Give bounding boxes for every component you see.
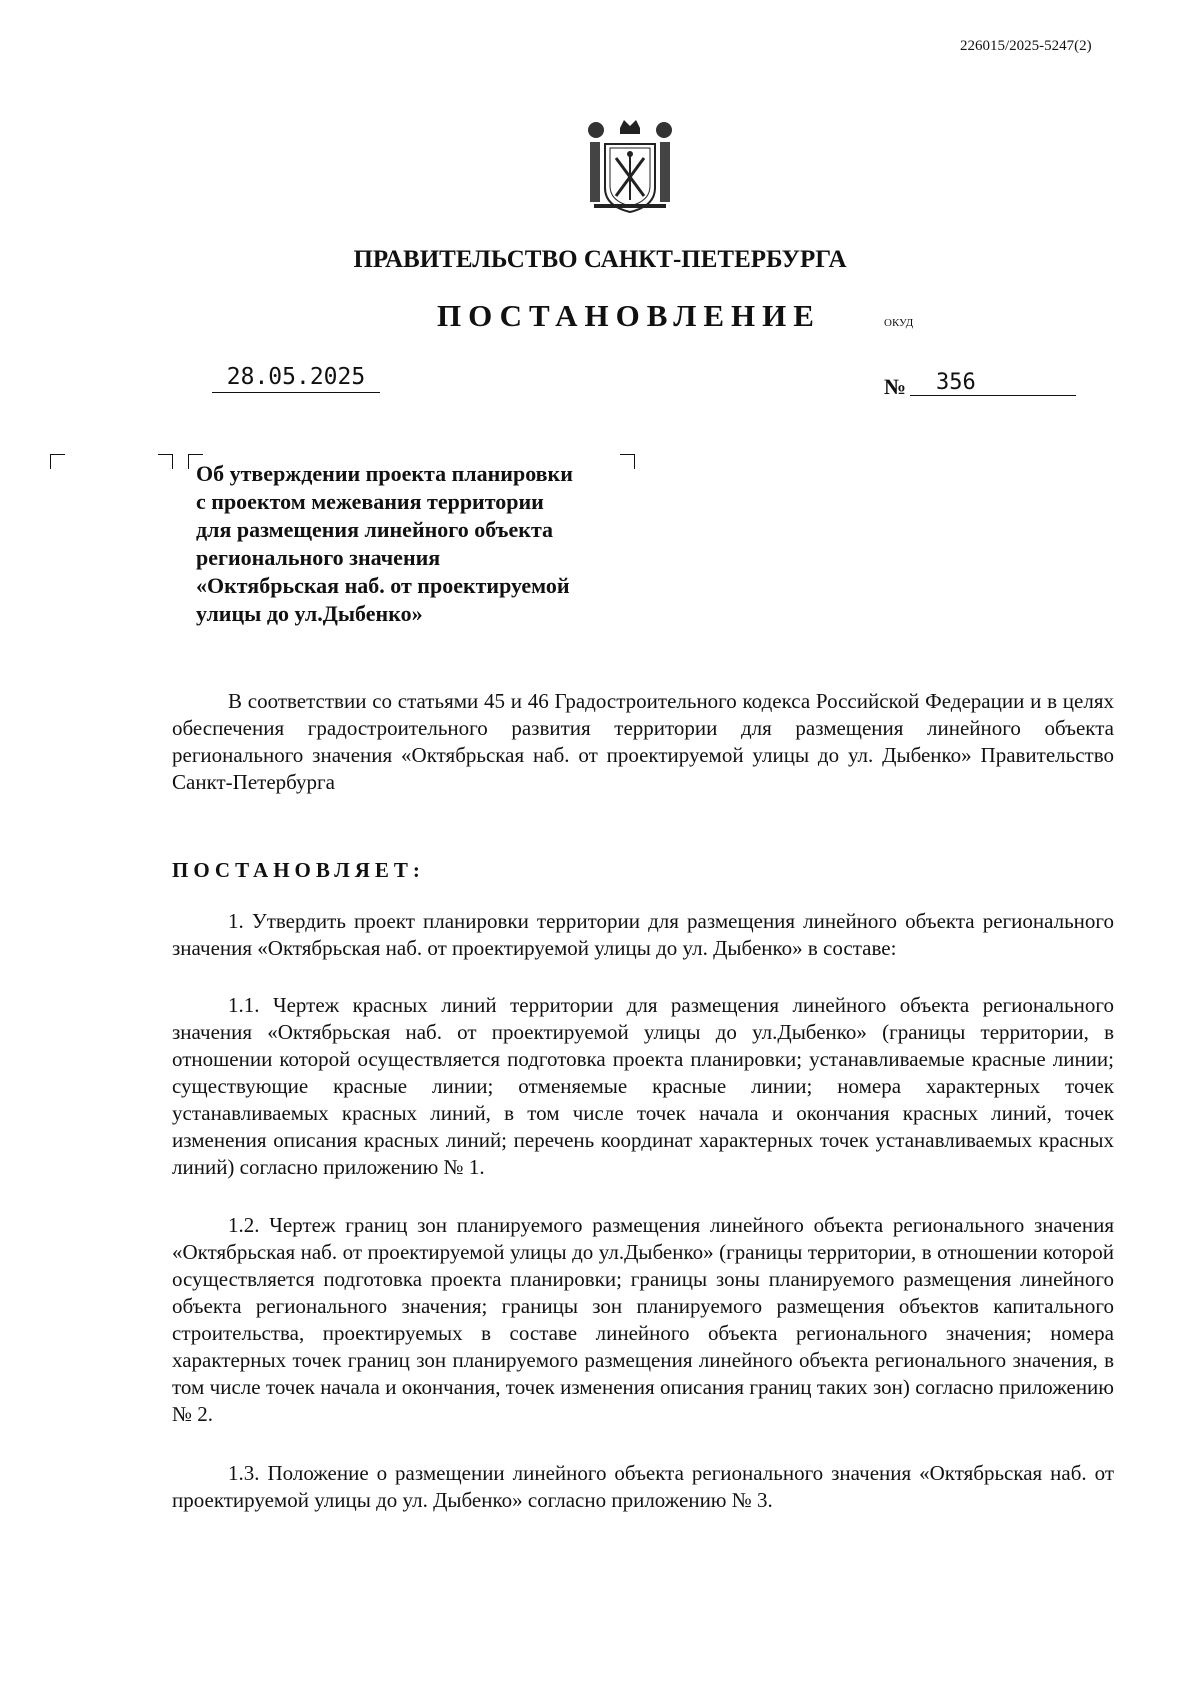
subject-line: «Октябрьская наб. от проектируемой xyxy=(196,573,570,598)
government-name: ПРАВИТЕЛЬСТВО САНКТ-ПЕТЕРБУРГА xyxy=(353,246,847,273)
document-number: 356 xyxy=(910,370,1076,396)
saint-petersburg-coat-of-arms-icon xyxy=(580,118,680,218)
corner-mark xyxy=(158,454,173,469)
corner-mark xyxy=(50,454,65,469)
subject-line: для размещения линейного объекта xyxy=(196,517,554,542)
resolves-heading: ПОСТАНОВЛЯЕТ: xyxy=(172,858,425,882)
okud-label: ОКУД xyxy=(884,317,914,329)
registration-number: 226015/2025-5247(2) xyxy=(960,38,1092,54)
subject-line: с проектом межевания территории xyxy=(196,489,544,514)
paragraph-1-1: 1.1. Чертеж красных линий территории для размещения линейного объекта регионального значения «Октябрьская наб. от проектируемой улицы до ул.Дыбенко» (границы территории, в отношении которой осуществляется подготовка проекта планировки; устанавливаемые красные линии; существующие красные линии; отменяемые красные линии; номера характерных точек устанавливаемых красных линий, в том числе точек начала и окончания красных линий, точек изменения описания красных линий; перечень координат характерных точек устанавливаемых красных линий) согласно приложению № 1. xyxy=(172,993,1114,1179)
subject-line: регионального значения xyxy=(196,545,441,570)
subject-line: Об утверждении проекта планировки xyxy=(196,461,573,486)
paragraph-1-3: 1.3. Положение о размещении линейного объекта регионального значения «Октябрьская наб. от проектируемой улицы до ул. Дыбенко» согласно приложению № 3. xyxy=(172,1461,1114,1512)
document-subject xyxy=(196,460,636,628)
intro-paragraph: В соответствии со статьями 45 и 46 Градостроительного кодекса Российской Федерации и в целях обеспечения градостроительного развития территории для размещения линейного объекта регионального значения «Октябрьская наб. от проектируемой улицы до ул. Дыбенко» Правительство Санкт-Петербурга xyxy=(172,689,1114,794)
paragraph-1: 1. Утвердить проект планировки территории для размещения линейного объекта регионального значения «Октябрьская наб. от проектируемой улицы до ул. Дыбенко» в составе: xyxy=(172,909,1114,960)
number-sign: № xyxy=(884,374,907,399)
document-date: 28.05.2025 xyxy=(212,364,380,393)
document-type-title: ПОСТАНОВЛЕНИЕ xyxy=(437,298,821,333)
paragraph-1-2: 1.2. Чертеж границ зон планируемого размещения линейного объекта регионального значения «Октябрьская наб. от проектируемой улицы до ул.Дыбенко» (границы территории, в отношении которой осуществляется подготовка проекта планировки; границы зоны планируемого размещения линейного объекта регионального значения; границы зон планируемого размещения объектов капитального строительства, проектируемых в составе линейного объекта регионального значения; номера характерных точек границ зон планируемого размещения линейного объекта регионального значения, в том числе точек начала и окончания, точек изменения описания границ таких зон) согласно приложению № 2. xyxy=(172,1213,1114,1426)
subject-line: улицы до ул.Дыбенко» xyxy=(196,601,423,626)
